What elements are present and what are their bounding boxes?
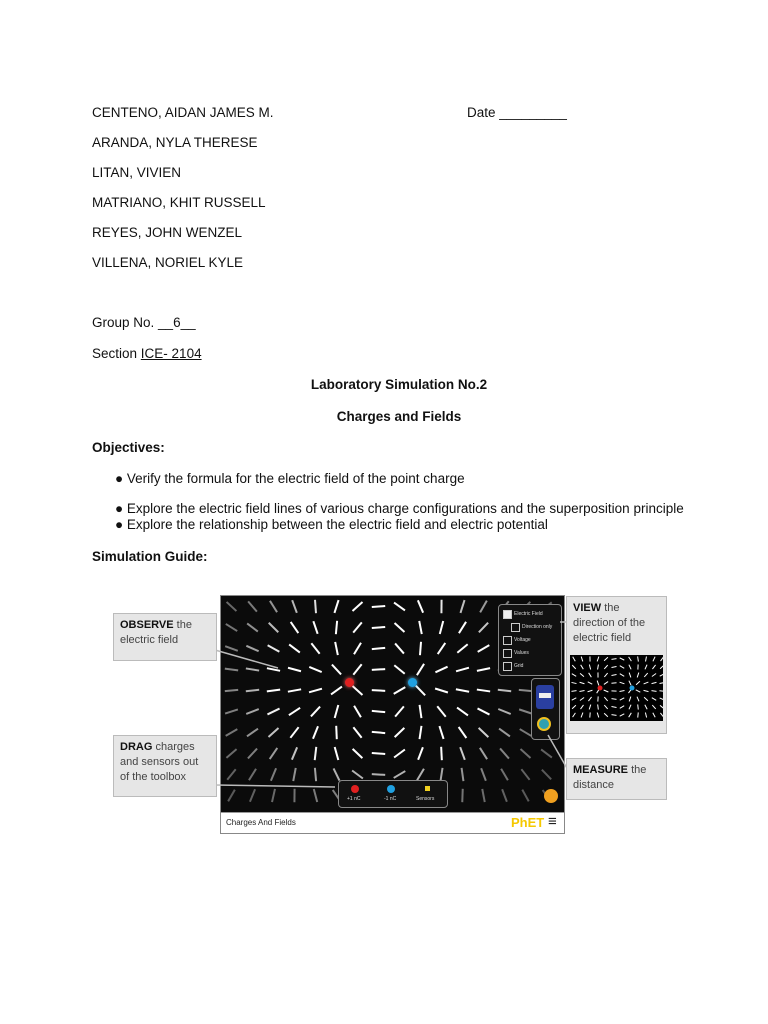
callout-text: the distance <box>573 764 647 791</box>
callout-keyword: MEASURE <box>573 764 629 776</box>
lab-title: Laboratory Simulation No.2 <box>310 377 488 392</box>
group-label: Group No. <box>92 315 155 330</box>
student-name: CENTENO, AIDAN JAMES M. <box>92 105 274 120</box>
date-blank: _________ <box>499 105 567 120</box>
callout-keyword: OBSERVE <box>120 619 174 631</box>
objective-item: ● Verify the formula for the electric field of the point charge <box>115 471 465 486</box>
checkbox-label: Direction only <box>522 624 553 630</box>
view-callout <box>566 596 667 734</box>
field-arrow <box>659 691 663 692</box>
objective-item: ● Explore the electric field lines of various charge configurations and the superposition principle <box>115 501 684 516</box>
checkbox-label: Values <box>514 650 529 656</box>
field-arrow <box>638 712 639 717</box>
field-arrow <box>598 704 599 709</box>
sim-title: Charges And Fields <box>226 818 296 827</box>
student-name: REYES, JOHN WENZEL <box>92 225 243 240</box>
student-name: VILLENA, NORIEL KYLE <box>92 255 244 270</box>
callout-keyword: DRAG <box>120 741 153 753</box>
lab-subtitle: Charges and Fields <box>336 409 462 424</box>
preview-charge <box>630 686 635 691</box>
field-arrow <box>571 691 576 692</box>
toolbox-label: Sensors <box>416 796 435 802</box>
objective-item: ● Explore the relationship between the electric field and electric potential <box>115 517 548 532</box>
field-arrow <box>638 704 639 709</box>
phet-logo: PhET <box>511 815 545 830</box>
group-value: __6__ <box>158 315 196 330</box>
student-name: LITAN, VIVIEN <box>92 165 182 180</box>
preview-charge <box>598 686 603 691</box>
checkbox-label: Grid <box>514 663 524 669</box>
objectives-heading: Objectives: <box>92 440 165 455</box>
section-label: Section <box>92 346 138 361</box>
student-name: ARANDA, NYLA THERESE <box>92 135 258 150</box>
direction-only-preview <box>570 655 663 721</box>
guide-heading: Simulation Guide: <box>92 549 208 564</box>
measure-callout <box>566 758 667 800</box>
toolbox-label: -1 nC <box>384 796 397 802</box>
callout-text: charges and sensors out of the toolbox <box>120 741 199 783</box>
student-name: MATRIANO, KHIT RUSSELL <box>92 195 266 210</box>
checkbox-label: Electric Field <box>514 611 543 617</box>
section-value: ICE- 2104 <box>140 346 202 361</box>
callout-keyword: VIEW <box>573 602 602 614</box>
field-arrow <box>611 683 616 684</box>
date-label: Date <box>467 105 496 120</box>
observe-callout <box>113 613 217 661</box>
checkbox-label: Voltage <box>514 637 531 643</box>
callout-text: the direction of the electric field <box>573 602 646 644</box>
toolbox-label: +1 nC <box>347 796 361 802</box>
drag-callout <box>113 735 217 797</box>
callout-text: the electric field <box>120 619 192 646</box>
menu-icon[interactable]: ≡ <box>548 813 557 830</box>
